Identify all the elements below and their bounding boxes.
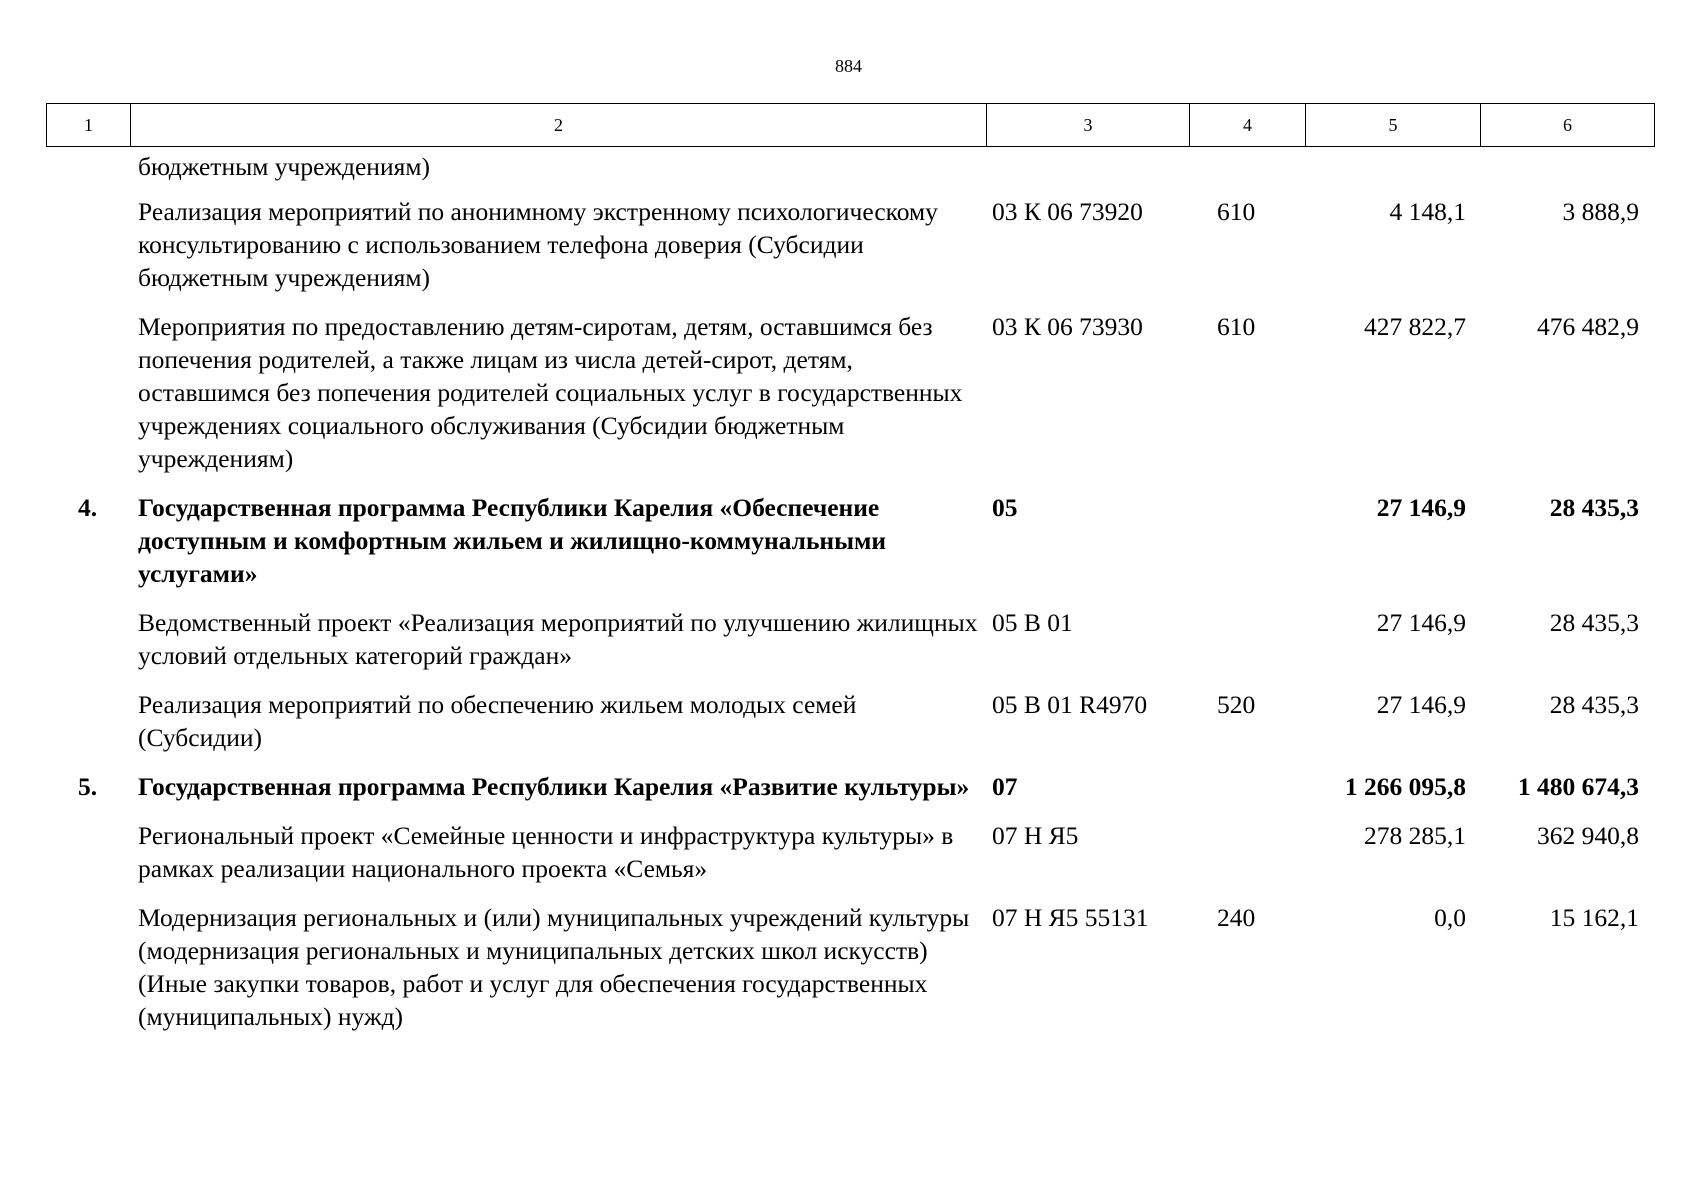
table-row: [46, 688, 1648, 770]
row-value-col6: 28 435,3: [1549, 608, 1639, 637]
row-code: 03 К 06 73920: [992, 197, 1143, 226]
column-header-3: 3: [987, 104, 1190, 147]
table-row-section: [46, 770, 1648, 819]
row-number: 5.: [77, 772, 98, 801]
row-name: Региональный проект «Семейные ценности и инфраструктура культуры» в рамках реализации национального проекта «Семья»: [138, 821, 954, 883]
row-expense-type: 610: [1217, 312, 1256, 341]
table-row: [46, 310, 1648, 491]
row-code: 03 К 06 73930: [992, 312, 1143, 341]
row-value-col6: 476 482,9: [1537, 312, 1639, 341]
row-expense-type: [1186, 770, 1301, 819]
row-expense-type: 240: [1217, 903, 1256, 932]
row-value-col5: 0,0: [1434, 903, 1466, 932]
row-value-col5: 27 146,9: [1376, 608, 1466, 637]
table-row: [46, 819, 1648, 901]
row-value-col5: [1301, 150, 1475, 195]
row-name: Государственная программа Республики Карелия «Развитие культуры»: [138, 772, 970, 801]
row-value-col5: 1 266 095,8: [1344, 772, 1466, 801]
row-value-col5: 278 285,1: [1364, 821, 1466, 850]
column-header-6: 6: [1481, 104, 1655, 147]
row-value-col5: 27 146,9: [1376, 493, 1466, 522]
row-value-col5: 4 148,1: [1389, 197, 1466, 226]
table-row: [46, 901, 1648, 1049]
row-value-col6: 28 435,3: [1549, 690, 1639, 719]
row-code: [984, 150, 1186, 195]
table-row: [46, 195, 1648, 310]
row-name: Ведомственный проект «Реализация мероприятий по улучшению жилищных условий отдельных категорий граждан»: [138, 608, 978, 670]
row-expense-type: [1186, 491, 1301, 606]
budget-table: [46, 150, 1648, 1049]
row-value-col5: 27 146,9: [1376, 690, 1466, 719]
row-number: 4.: [77, 493, 98, 522]
page-number: 884: [835, 56, 862, 76]
table-row: [46, 150, 1648, 195]
row-expense-type: [1186, 819, 1301, 901]
row-name: Государственная программа Республики Карелия «Обеспечение доступным и комфортным жильем и жилищно-коммунальными услугами»: [138, 493, 887, 588]
column-header-2: 2: [131, 104, 987, 147]
row-code: 07: [992, 772, 1018, 801]
row-number: [46, 195, 129, 310]
row-expense-type: 610: [1217, 197, 1256, 226]
table-row: [46, 606, 1648, 688]
row-value-col5: 427 822,7: [1364, 312, 1466, 341]
row-number: [46, 606, 129, 688]
row-number: [46, 819, 129, 901]
row-code: 05 В 01: [992, 608, 1073, 637]
row-code: 05: [992, 493, 1018, 522]
row-name: бюджетным учреждениям): [138, 152, 430, 181]
row-name: Реализация мероприятий по обеспечению жильем молодых семей (Субсидии): [138, 690, 857, 752]
table-row-section: [46, 491, 1648, 606]
row-value-col6: 362 940,8: [1537, 821, 1639, 850]
row-name: Реализация мероприятий по анонимному экстренному психологическому консультированию с использованием телефона доверия (Субсидии бюджетным учреждениям): [138, 197, 938, 292]
column-header-5: 5: [1306, 104, 1481, 147]
row-name: Модернизация региональных и (или) муниципальных учреждений культуры (модернизация региональных и муниципальных детских школ искусств) (Иные закупки товаров, работ и услуг для обеспечения государственных (муниципальных) нужд): [138, 903, 970, 1031]
row-number: [46, 150, 129, 195]
row-number: [46, 688, 129, 770]
row-expense-type: [1186, 606, 1301, 688]
row-value-col6: 15 162,1: [1549, 903, 1639, 932]
column-header-table: [46, 103, 1655, 147]
row-value-col6: 28 435,3: [1549, 493, 1639, 522]
row-code: 05 В 01 R4970: [992, 690, 1148, 719]
row-value-col6: 3 888,9: [1562, 197, 1639, 226]
row-number: [46, 310, 129, 491]
row-code: 07 Н Я5: [992, 821, 1079, 850]
row-expense-type: [1186, 150, 1301, 195]
row-name: Мероприятия по предоставлению детям-сиротам, детям, оставшимся без попечения родителей, а также лицам из числа детей-сирот, детям, оставшимся без попечения родителей социальных услуг в государственных учреждениях социального обслуживания (Субсидии бюджетным учреждениям): [138, 312, 963, 473]
row-value-col6: [1475, 150, 1648, 195]
row-value-col6: 1 480 674,3: [1517, 772, 1639, 801]
column-header-1: 1: [47, 104, 131, 147]
row-number: [46, 901, 129, 1049]
column-header-4: 4: [1190, 104, 1306, 147]
row-code: 07 Н Я5 55131: [992, 903, 1149, 932]
row-expense-type: 520: [1217, 690, 1256, 719]
column-header-row: [47, 104, 1655, 147]
